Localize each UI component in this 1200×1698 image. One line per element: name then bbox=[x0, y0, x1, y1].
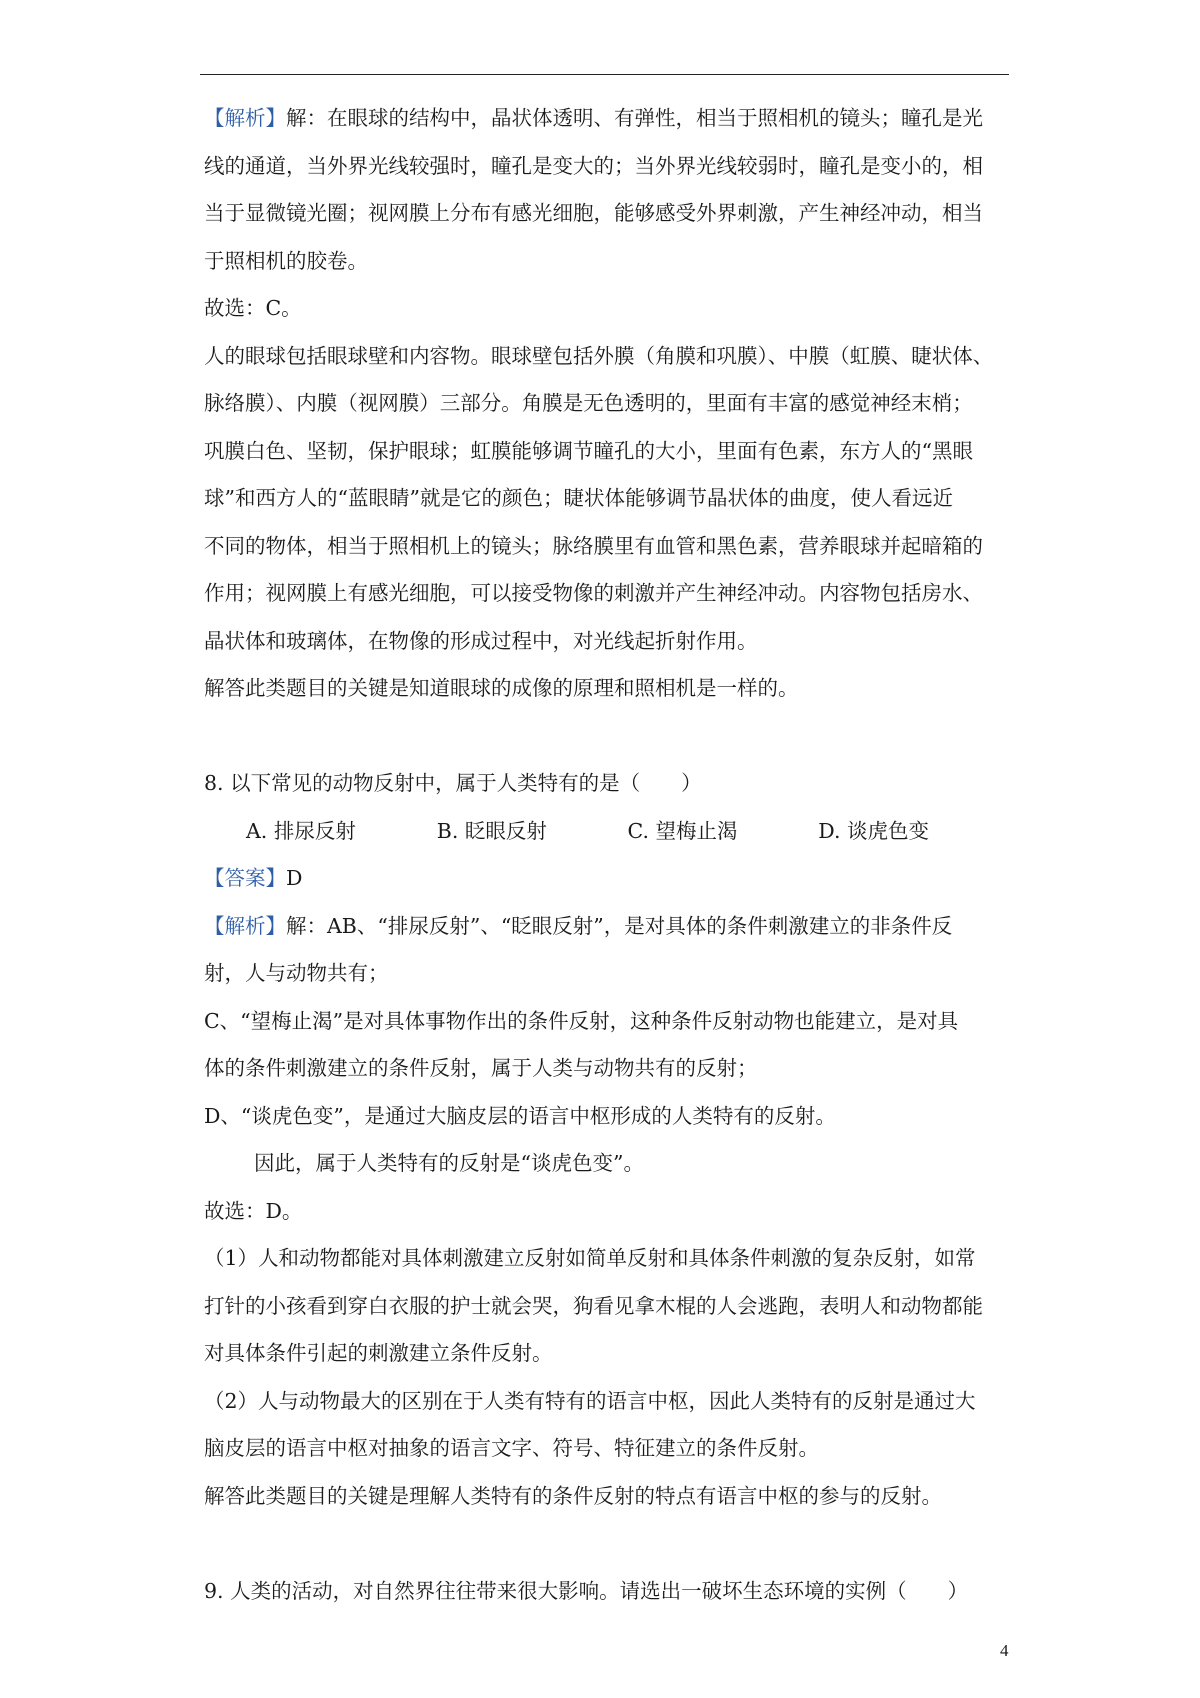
analysis-line: 体的条件刺激建立的条件反射，属于人类与动物共有的反射； bbox=[204, 1056, 758, 1080]
answer-line bbox=[204, 855, 1009, 903]
note-line: 解答此类题目的关键是知道眼球的成像的原理和照相机是一样的。 bbox=[204, 676, 799, 700]
option-c: C. 望梅止渴 bbox=[627, 818, 738, 843]
choice-line: 故选：C。 bbox=[204, 296, 302, 320]
page-number: 4 bbox=[1000, 1641, 1009, 1660]
note-line: （1）人和动物都能对具体刺激建立反射如简单反射和具体条件刺激的复杂反射，如常 bbox=[204, 1246, 976, 1270]
note-line: 巩膜白色、坚韧，保护眼球；虹膜能够调节瞳孔的大小，里面有色素，东方人的“黑眼 bbox=[204, 438, 973, 463]
note-line: 脉络膜）、内膜（视网膜）三部分。角膜是无色透明的，里面有丰富的感觉神经末梢； bbox=[204, 391, 973, 415]
note-line: （2）人与动物最大的区别在于人类有特有的语言中枢，因此人类特有的反射是通过大 bbox=[204, 1388, 976, 1413]
header-rule bbox=[200, 74, 1009, 75]
analysis-tag: 【解析】 bbox=[204, 106, 286, 130]
option-a: A. 排尿反射 bbox=[246, 818, 356, 843]
note-line: 球”和西方人的“蓝眼睛”就是它的颜色；睫状体能够调节晶状体的曲度，使人看远近 bbox=[204, 486, 953, 510]
spacer bbox=[204, 713, 1009, 761]
analysis-tag: 【解析】 bbox=[204, 913, 286, 938]
analysis-line: 当于显微镜光圈；视网膜上分布有感光细胞，能够感受外界刺激，产生神经冲动，相当 bbox=[204, 201, 983, 225]
spacer bbox=[204, 1520, 1009, 1568]
analysis-line: C、“望梅止渴”是对具体事物作出的条件反射，这种条件反射动物也能建立，是对具 bbox=[204, 1008, 959, 1033]
note-line: 对具体条件引起的刺激建立条件反射。 bbox=[204, 1341, 553, 1365]
note-line: 脑皮层的语言中枢对抽象的语言文字、符号、特征建立的条件反射。 bbox=[204, 1436, 819, 1460]
note-line: 人的眼球包括眼球壁和内容物。眼球壁包括外膜（角膜和巩膜）、中膜（虹膜、睫状体、 bbox=[204, 343, 994, 368]
analysis-line: 于照相机的胶卷。 bbox=[204, 248, 368, 273]
analysis-line bbox=[204, 903, 1009, 951]
answer-tag: 【答案】 bbox=[204, 866, 286, 890]
note-line: 解答此类题目的关键是理解人类特有的条件反射的特点有语言中枢的参与的反射。 bbox=[204, 1483, 942, 1508]
analysis-line bbox=[204, 95, 1009, 143]
note-line: 作用；视网膜上有感光细胞，可以接受物像的刺激并产生神经冲动。内容物包括房水、 bbox=[204, 581, 983, 605]
conclusion-line: 因此，属于人类特有的反射是“谈虎色变”。 bbox=[254, 1151, 644, 1175]
option-b: B. 眨眼反射 bbox=[436, 818, 547, 843]
analysis-line: 射，人与动物共有； bbox=[204, 961, 389, 985]
answer-value: D bbox=[286, 866, 303, 890]
choice-line: 故选：D。 bbox=[204, 1198, 303, 1223]
analysis-text: 解：AB、“排尿反射”、“眨眼反射”，是对具体的条件刺激建立的非条件反 bbox=[286, 913, 953, 938]
note-line: 打针的小孩看到穿白衣服的护士就会哭，狗看见拿木棍的人会逃跑，表明人和动物都能 bbox=[204, 1293, 983, 1318]
note-line: 不同的物体，相当于照相机上的镜头；脉络膜里有血管和黑色素，营养眼球并起暗箱的 bbox=[204, 533, 983, 558]
document-body bbox=[204, 95, 1009, 1615]
question-8-stem: 8. 以下常见的动物反射中，属于人类特有的是（ ） bbox=[204, 771, 702, 795]
question-8-options bbox=[204, 808, 1009, 856]
question-9-stem: 9. 人类的活动，对自然界往往带来很大影响。请选出一破坏生态环境的实例（ ） bbox=[204, 1578, 969, 1603]
note-line: 晶状体和玻璃体，在物像的形成过程中，对光线起折射作用。 bbox=[204, 628, 758, 653]
analysis-text: 解：在眼球的结构中，晶状体透明、有弹性，相当于照相机的镜头；瞳孔是光 bbox=[286, 106, 983, 130]
option-d: D. 谈虎色变 bbox=[818, 818, 929, 843]
analysis-line: 线的通道，当外界光线较强时，瞳孔是变大的；当外界光线较弱时，瞳孔是变小的，相 bbox=[204, 153, 983, 178]
analysis-line: D、“谈虎色变”，是通过大脑皮层的语言中枢形成的人类特有的反射。 bbox=[204, 1103, 836, 1128]
